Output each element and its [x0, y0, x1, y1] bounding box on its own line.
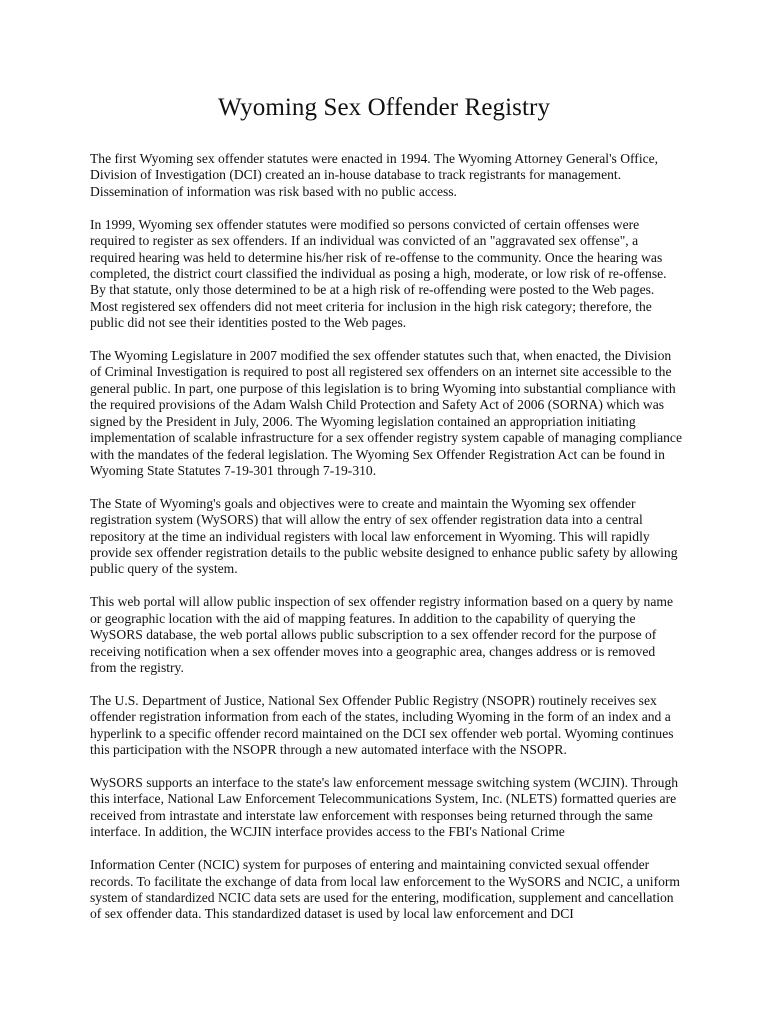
paragraph-7: WySORS supports an interface to the state's law enforcement message switching system (WCJIN). Through this interface, National Law Enforcement Telecommunications System, Inc. (NLETS) formatted queries are received from intrastate and interstate law enforcement with responses being returned through the same interface. In addition, the WCJIN interface provides access to the FBI's National Crime [90, 775, 679, 840]
document-title: Wyoming Sex Offender Registry [217, 94, 551, 121]
paragraph-6: The U.S. Department of Justice, National Sex Offender Public Registry (NSOPR) routinely receives sex offender registration information from each of the states, including Wyoming in the form of an index and a hyperlink to a specific offender record maintained on the DCI sex offender web portal. Wyoming continues this participation with the NSOPR through a new automated interface with the NSOPR. [90, 692, 674, 758]
paragraph-5: This web portal will allow public inspection of sex offender registry information based on a query by name or geographic location with the aid of mapping features. In addition to the capability of querying the WySORS database, the web portal allows public subscription to a sex offender record for the purpose of receiving notification when a sex offender moves into a geographic area, changes address or is removed from the registry. [90, 594, 673, 675]
paragraph-8: Information Center (NCIC) system for purposes of entering and maintaining convicted sexual offender records. To facilitate the exchange of data from local law enforcement to the WySORS and NCIC, a uniform system of standardized NCIC data sets are used for the entering, modification, supplement and cancellation of sex offender data. This standardized dataset is used by local law enforcement and DCI [90, 857, 680, 922]
paragraph-2: In 1999, Wyoming sex offender statutes were modified so persons convicted of certain offenses were required to register as sex offenders. If an individual was convicted of an "aggravated sex offense", a required hearing was held to determine his/her risk of re-offense to the community. Once the hearing was completed, the district court classified the individual as posing a high, moderate, or low risk of re-offense. By that statute, only those determined to be at a high risk of re-offending were posted to the Web pages. Most registered sex offenders did not meet criteria for inclusion in the high risk category; therefore, the public did not see their identities posted to the Web pages. [90, 216, 667, 331]
paragraph-1: The first Wyoming sex offender statutes were enacted in 1994. The Wyoming Attorney General's Office, Division of Investigation (DCI) created an in-house database to track registrants for management. Dissemination of information was risk based with no public access. [90, 151, 659, 199]
document-body [90, 151, 682, 939]
paragraph-4: The State of Wyoming's goals and objectives were to create and maintain the Wyoming sex offender registration system (WySORS) that will allow the entry of sex offender registration data into a central repository at the time an individual registers with local law enforcement in Wyoming. This will rapidly provide sex offender registration details to the public website designed to enhance public safety by allowing public query of the system. [90, 495, 678, 577]
paragraph-3: The Wyoming Legislature in 2007 modified the sex offender statutes such that, when enacted, the Division of Criminal Investigation is required to post all registered sex offenders on an internet site accessible to the general public. In part, one purpose of this legislation is to bring Wyoming into substantial compliance with the required provisions of the Adam Walsh Child Protection and Safety Act of 2006 (SORNA) which was signed by the President in July, 2006. The Wyoming legislation contained an appropriation initiating implementation of scalable infrastructure for a sex offender registry system capable of managing compliance with the mandates of the federal legislation. The Wyoming Sex Offender Registration Act can be found in Wyoming State Statutes 7-19-301 through 7-19-310. [90, 348, 682, 478]
